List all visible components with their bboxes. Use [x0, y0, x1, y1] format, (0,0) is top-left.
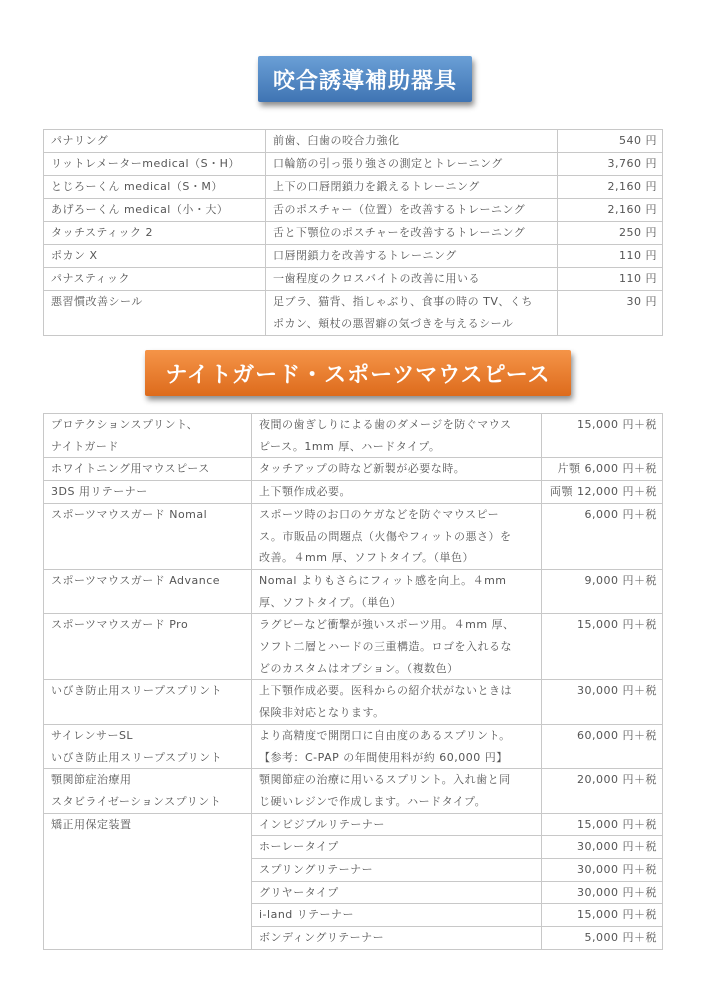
table-row [44, 414, 663, 458]
item-price-cell: 15,000 円＋税 [542, 813, 663, 836]
table-row [44, 130, 663, 153]
item-price-cell: 30,000 円＋税 [542, 881, 663, 904]
item-price-cell: 両顎 12,000 円＋税 [542, 481, 663, 504]
item-price-cell: 15,000 円＋税 [542, 414, 663, 458]
group-name-cell: 矯正用保定装置 [44, 813, 252, 949]
item-name-cell [44, 680, 252, 724]
item-name-line: スポーツマウスガード Advance [51, 573, 221, 587]
item-desc-cell [266, 153, 558, 176]
item-desc-line: ソフト二層とハードの三重構造。ロゴを入れるな [259, 640, 512, 654]
item-name-line: 3DS 用リテーナー [51, 485, 148, 499]
item-name-line: パナスティック [51, 272, 130, 285]
table-row [44, 481, 663, 504]
table-row [44, 176, 663, 199]
occlusion-aids-table [43, 129, 663, 336]
item-desc-cell: ボンディングリテーナー [252, 927, 542, 950]
item-desc-cell [252, 503, 542, 569]
item-desc-cell: i-land リテーナー [252, 904, 542, 927]
item-desc-cell [266, 130, 558, 153]
item-name-cell [44, 769, 252, 813]
item-name-cell [44, 569, 252, 613]
item-desc-line: 舌と下顎位のポスチャーを改善するトレーニング [273, 226, 526, 239]
item-price-cell: 20,000 円＋税 [542, 769, 663, 813]
item-desc-line: 舌のポスチャー（位置）を改善するトレーニング [273, 203, 526, 216]
item-desc-line: 保険非対応となります。 [259, 706, 385, 720]
table-row [44, 291, 663, 336]
table-row [44, 769, 663, 813]
item-desc-cell [252, 769, 542, 813]
item-name-line: タッチスティック 2 [51, 226, 153, 239]
item-name-cell [44, 414, 252, 458]
item-price-cell: 60,000 円＋税 [542, 724, 663, 768]
item-desc-cell [266, 222, 558, 245]
nightguard-mouthpiece-table [43, 413, 663, 950]
item-desc-line: ラグビーなど衝撃が強いスポーツ用。４mm 厚、 [259, 618, 515, 632]
item-name-cell [44, 153, 266, 176]
item-price-cell: 30,000 円＋税 [542, 836, 663, 859]
item-price-cell: 540 円 [558, 130, 663, 153]
item-desc-cell [266, 199, 558, 222]
item-price-cell: 6,000 円＋税 [542, 503, 663, 569]
item-price-cell: 30,000 円＋税 [542, 680, 663, 724]
table-row [44, 153, 663, 176]
item-name-line: ポカン X [51, 249, 98, 262]
item-name-line: スポーツマウスガード Nomal [51, 507, 208, 521]
item-name-line: パナリング [51, 134, 109, 147]
item-name-cell [44, 458, 252, 481]
item-desc-line: 【参考：C-PAP の年間使用料が約 60,000 円】 [259, 750, 508, 764]
item-desc-line: スポーツ時のお口のケガなどを防ぐマウスピー [259, 507, 500, 521]
item-desc-line: タッチアップの時など新製が必要な時。 [259, 462, 466, 476]
item-desc-cell [266, 268, 558, 291]
item-price-cell: 3,760 円 [558, 153, 663, 176]
item-desc-line: 口輪筋の引っ張り強さの測定とトレーニング [273, 157, 503, 170]
item-desc-line: 上下顎作成必要。医科からの紹介状がないときは [259, 684, 512, 698]
table-row [44, 268, 663, 291]
item-price-cell: 15,000 円＋税 [542, 614, 663, 680]
item-desc-cell: スプリングリテーナー [252, 859, 542, 882]
item-desc-line: 口唇閉鎖力を改善するトレーニング [273, 249, 457, 262]
item-desc-line: 前歯、臼歯の咬合力強化 [273, 134, 400, 147]
item-desc-line: 一歯程度のクロスバイトの改善に用いる [273, 272, 480, 285]
item-desc-line: 改善。４mm 厚、ソフトタイプ。（単色） [259, 551, 474, 565]
item-desc-line: ス。市販品の問題点（火傷やフィットの悪さ）を [259, 529, 512, 543]
item-desc-line: 足ブラ、猫背、指しゃぶり、食事の時の TV、くち [273, 295, 533, 308]
item-name-line: プロテクションスプリント、 [51, 418, 199, 431]
table-row [44, 503, 663, 569]
table-row [44, 813, 663, 836]
item-price-cell: 30,000 円＋税 [542, 859, 663, 882]
item-name-line: スタビライゼーションスプリント [51, 794, 222, 808]
table-row [44, 222, 663, 245]
table-row [44, 458, 663, 481]
item-desc-cell [252, 414, 542, 458]
item-desc-cell [252, 680, 542, 724]
item-price-cell: 30 円 [558, 291, 663, 336]
item-desc-cell [266, 176, 558, 199]
item-price-cell: 110 円 [558, 268, 663, 291]
item-name-cell [44, 199, 266, 222]
item-desc-line: より高精度で開閉口に自由度のあるスプリント。 [259, 728, 511, 742]
item-price-cell: 110 円 [558, 245, 663, 268]
item-name-cell [44, 481, 252, 504]
item-desc-cell [252, 458, 542, 481]
item-price-cell: 片顎 6,000 円＋税 [542, 458, 663, 481]
item-name-line: ホワイトニング用マウスピース [51, 462, 210, 476]
item-name-line: サイレンサーSL [51, 728, 134, 742]
item-desc-cell [266, 245, 558, 268]
item-desc-line: ポカン、頬杖の悪習癖の気づきを与えるシール [273, 317, 514, 330]
item-desc-line: 夜間の歯ぎしりによる歯のダメージを防ぐマウス [259, 418, 512, 431]
item-desc-cell: インビジブルリテーナー [252, 813, 542, 836]
item-name-line: リットレメーターmedical（S・H） [51, 157, 240, 170]
item-price-cell: 2,160 円 [558, 176, 663, 199]
item-name-line: あげろーくん medical（小・大） [51, 203, 229, 216]
table-row [44, 199, 663, 222]
item-name-line: とじろーくん medical（S・M） [51, 180, 223, 193]
item-desc-line: 顎関節症の治療に用いるスプリント。入れ歯と同 [259, 773, 511, 787]
item-desc-line: Nomal よりもさらにフィット感を向上。４mm [259, 573, 507, 587]
item-name-cell [44, 724, 252, 768]
item-name-line: いびき防止用スリープスプリント [51, 750, 223, 764]
item-desc-line: ピース。1mm 厚、ハードタイプ。 [259, 439, 441, 453]
item-desc-line: 上下顎作成必要。 [259, 485, 351, 499]
item-name-cell [44, 222, 266, 245]
item-desc-cell [266, 291, 558, 336]
item-desc-line: じ硬いレジンで作成します。ハードタイプ。 [259, 794, 487, 808]
item-name-cell [44, 291, 266, 336]
item-name-line: 顎関節症治療用 [51, 773, 132, 787]
section2-title: ナイトガード・スポーツマウスピース [145, 350, 571, 396]
item-name-cell [44, 245, 266, 268]
item-name-line: スポーツマウスガード Pro [51, 618, 189, 632]
item-price-cell: 15,000 円＋税 [542, 904, 663, 927]
item-desc-line: 上下の口唇閉鎖力を鍛えるトレーニング [273, 180, 480, 193]
item-desc-line: 厚、ソフトタイプ。（単色） [259, 595, 402, 609]
table-row [44, 569, 663, 613]
table-row [44, 724, 663, 768]
table-row [44, 245, 663, 268]
item-name-cell [44, 268, 266, 291]
item-desc-cell [252, 614, 542, 680]
table-row [44, 614, 663, 680]
item-desc-cell [252, 481, 542, 504]
table-row [44, 680, 663, 724]
item-price-cell: 250 円 [558, 222, 663, 245]
item-desc-cell: グリヤータイプ [252, 881, 542, 904]
item-name-cell [44, 130, 266, 153]
item-name-line: 悪習慣改善シール [51, 295, 143, 308]
section1-title: 咬合誘導補助器具 [258, 56, 472, 102]
item-desc-cell: ホーレータイプ [252, 836, 542, 859]
item-desc-cell [252, 724, 542, 768]
item-price-cell: 9,000 円＋税 [542, 569, 663, 613]
item-name-cell [44, 176, 266, 199]
item-name-line: ナイトガード [51, 439, 119, 453]
item-price-cell: 2,160 円 [558, 199, 663, 222]
item-name-cell [44, 503, 252, 569]
item-desc-line: どのカスタムはオプション。（複数色） [259, 661, 459, 675]
item-price-cell: 5,000 円＋税 [542, 927, 663, 950]
item-name-cell [44, 614, 252, 680]
item-desc-cell [252, 569, 542, 613]
item-name-line: いびき防止用スリープスプリント [51, 684, 223, 698]
